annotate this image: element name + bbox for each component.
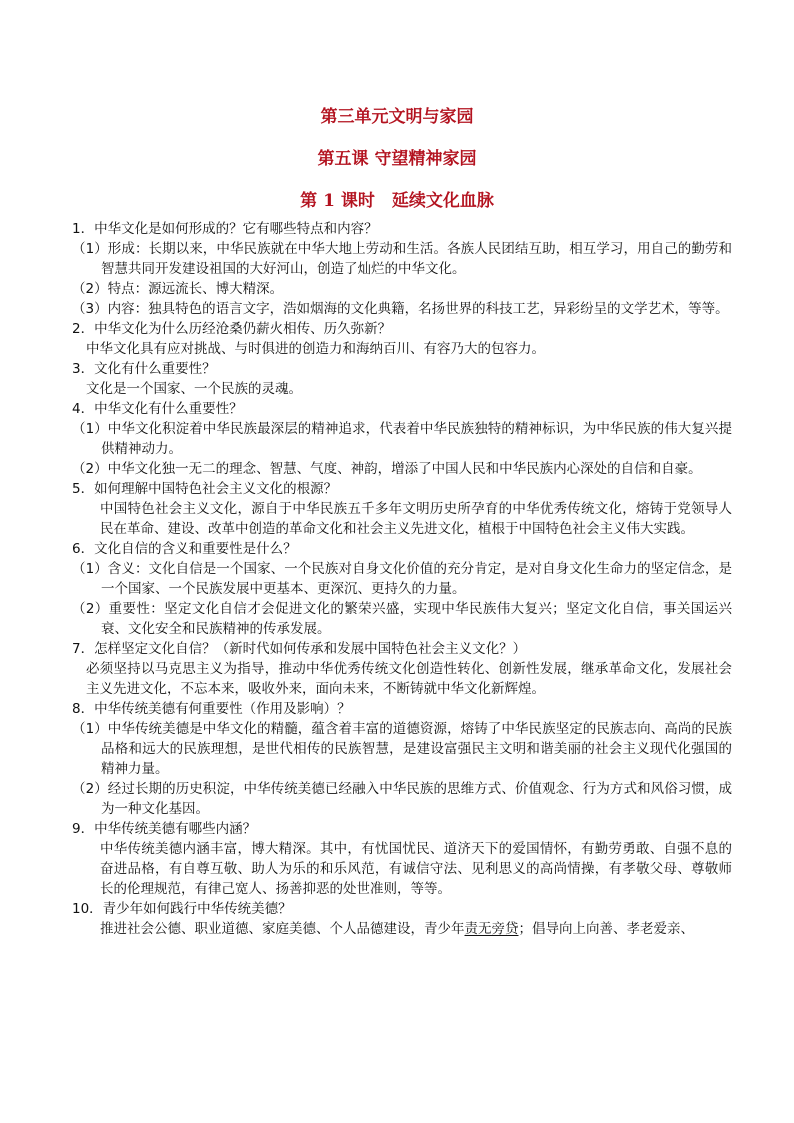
question: 6．文化自信的含义和重要性是什么？ [72, 541, 297, 557]
answer-point: （1）中华传统美德是中华文化的精髓，蕴含着丰富的道德资源，熔铸了中华民族坚定的民族志向、高尚的民族品格和远大的民族理想，是世代相传的民族智慧，是建设富强民主文明和谐美丽的社会主义现代化强国的精神力量。 [72, 721, 732, 777]
answer-text: 文化是一个国家、一个民族的灵魂。 [86, 381, 302, 397]
qa-item-5 [72, 479, 732, 539]
answer-text-start: 推进社会公德、职业道德、家庭美德、个人品德建设，青少年 [100, 921, 465, 937]
qa-list [72, 219, 732, 939]
answer-text: 中华传统美德内涵丰富，博大精深。其中，有忧国忧民、道济天下的爱国情怀，有勤劳勇敢、自强不息的奋进品格，有自尊互敬、助人为乐的和乐风范，有诚信守法、见利思义的高尚情操，有孝敬父母、尊敬师长的伦理规范，有律己宽人、扬善抑恶的处世准则，等等。 [100, 841, 732, 897]
answer-text-end: ；倡导向上向善、孝老爱亲、 [518, 921, 694, 937]
answer-text [72, 919, 732, 939]
qa-item-10 [72, 899, 732, 939]
answer-point: （2）经过长期的历史积淀，中华传统美德已经融入中华民族的思维方式、价值观念、行为方式和风俗习惯，成为一种文化基因。 [72, 781, 732, 817]
answer-point: （2）重要性：坚定文化自信才会促进文化的繁荣兴盛，实现中华民族伟大复兴；坚定文化自信，事关国运兴衰、文化安全和民族精神的传承发展。 [72, 601, 732, 637]
answer-point: （2）中华文化独一无二的理念、智慧、气度、神韵，增添了中国人民和中华民族内心深处的自信和自豪。 [72, 461, 702, 477]
question: 1．中华文化是如何形成的？它有哪些特点和内容？ [72, 221, 378, 237]
lesson-title: 第五课 守望精神家园 [317, 149, 477, 169]
unit-title: 第三单元文明与家园 [320, 107, 474, 127]
qa-item-1 [72, 219, 732, 319]
qa-item-4 [72, 399, 732, 479]
question: 4．中华文化有什么重要性？ [72, 401, 243, 417]
qa-item-3 [72, 359, 732, 399]
answer-text: 必须坚持以马克思主义为指导，推动中华优秀传统文化创造性转化、创新性发展，继承革命文化，发展社会主义先进文化，不忘本来，吸收外来，面向未来，不断铸就中华文化新辉煌。 [86, 661, 732, 697]
answer-text: 中华文化具有应对挑战、与时俱进的创造力和海纳百川、有容乃大的包容力。 [86, 341, 545, 357]
qa-item-9 [72, 819, 732, 899]
underlined-phrase: 责无旁贷 [464, 921, 519, 937]
question: 7．怎样坚定文化自信？（新时代如何传承和发展中国特色社会主义文化？） [72, 641, 527, 657]
question: 10．青少年如何践行中华传统美德？ [72, 901, 292, 917]
question: 9．中华传统美德有哪些内涵？ [72, 821, 257, 837]
period-title: 第 1 课时 延续文化血脉 [300, 191, 494, 211]
question: 2．中华文化为什么历经沧桑仍薪火相传、历久弥新？ [72, 321, 392, 337]
qa-item-2 [72, 319, 732, 359]
qa-item-6 [72, 539, 732, 639]
qa-item-7 [72, 639, 732, 699]
answer-point: （1）含义：文化自信是一个国家、一个民族对自身文化价值的充分肯定，是对自身文化生命力的坚定信念，是一个国家、一个民族发展中更基本、更深沉、更持久的力量。 [72, 561, 732, 597]
answer-point: （2）特点：源远流长、博大精深。 [72, 281, 284, 297]
answer-text: 中国特色社会主义文化，源自于中华民族五千多年文明历史所孕育的中华优秀传统文化，熔铸于党领导人民在革命、建设、改革中创造的革命文化和社会主义先进文化，植根于中国特色社会主义伟大实践。 [100, 501, 732, 537]
answer-point: （3）内容：独具特色的语言文字，浩如烟海的文化典籍，名扬世界的科技工艺，异彩纷呈的文学艺术，等等。 [72, 301, 729, 317]
answer-point: （1）中华文化积淀着中华民族最深层的精神追求，代表着中华民族独特的精神标识，为中华民族的伟大复兴提供精神动力。 [72, 421, 732, 457]
question: 8．中华传统美德有何重要性（作用及影响）？ [72, 701, 351, 717]
answer-point: （1）形成：长期以来，中华民族就在中华大地上劳动和生活。各族人民团结互助，相互学习，用自己的勤劳和智慧共同开发建设祖国的大好河山，创造了灿烂的中华文化。 [72, 241, 732, 277]
qa-item-8 [72, 699, 732, 819]
question: 5．如何理解中国特色社会主义文化的根源？ [72, 481, 338, 497]
question: 3．文化有什么重要性？ [72, 361, 216, 377]
